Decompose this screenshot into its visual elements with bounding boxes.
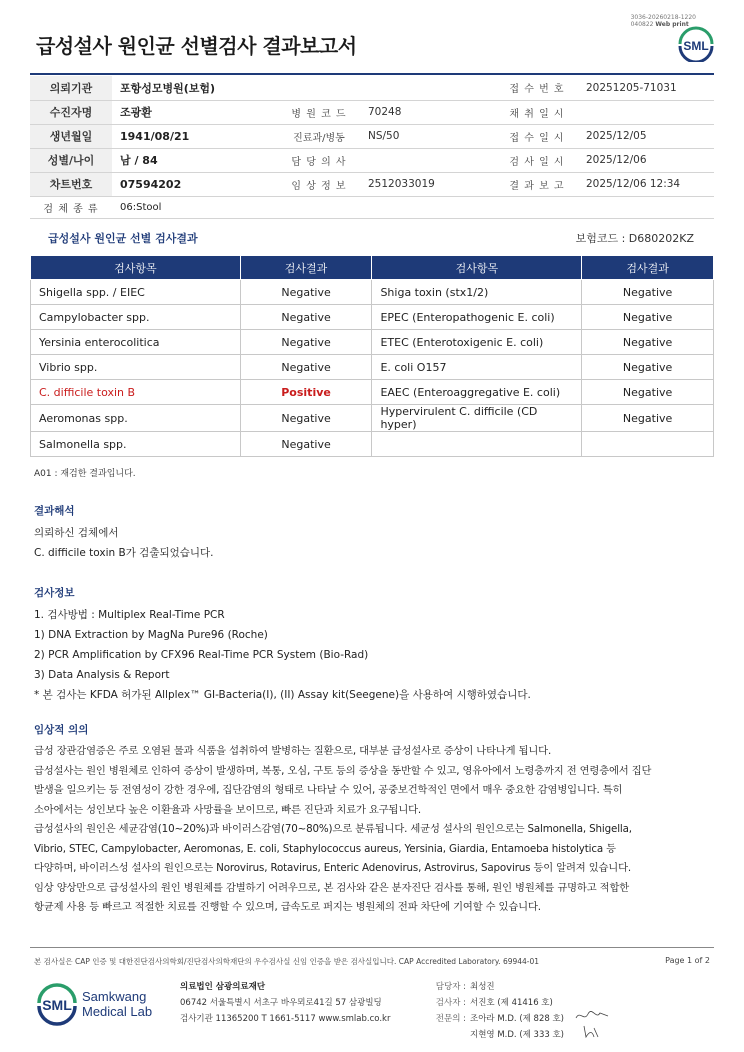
- chart-no-value: 07594202: [112, 172, 278, 196]
- test-item-name: C. difficile toxin B: [31, 380, 241, 405]
- clinical-title: 임상적 의의: [34, 724, 89, 736]
- receipt-no-label: 접 수 번 호: [496, 76, 578, 100]
- code-line-1: 3036-20260218-1220: [630, 14, 696, 21]
- result-row: [31, 330, 714, 355]
- staff-role: 검사자 :: [435, 998, 466, 1008]
- clinical-info-value: 2512033019: [360, 172, 496, 196]
- patient-info-table: [30, 76, 714, 219]
- staff-role: [428, 1027, 466, 1043]
- doctor-label: 담 당 의 사: [278, 148, 360, 172]
- info-row: [30, 124, 714, 148]
- certification-text: 본 검사실은 CAP 인증 및 대한진단검사의학회/진단검사의학재단의 우수검사실 신임 인증을 받은 검사실입니다. CAP Accredited Laboratory. 69944-01: [34, 957, 540, 966]
- result-row: [31, 380, 714, 405]
- dept-value: NS/50: [360, 124, 496, 148]
- footer-divider: [30, 947, 714, 948]
- info-row: [30, 172, 714, 196]
- info-row: [30, 100, 714, 124]
- method-section: [34, 585, 714, 705]
- clinical-line: 항균제 사용 등 빠르고 적절한 치료를 진행할 수 있으며, 급속도로 퍼지는 병원체의 전파 차단에 기여할 수 있습니다.: [34, 901, 541, 913]
- results-header-row: [31, 256, 714, 280]
- signature-2: [580, 1024, 602, 1040]
- test-item-name: Vibrio spp.: [31, 355, 241, 380]
- test-result: Negative: [582, 380, 714, 405]
- test-result: Negative: [240, 280, 372, 305]
- staff-name: 서진호 (제 41416 호): [470, 998, 553, 1008]
- collect-date-label: 채 취 일 시: [496, 100, 578, 124]
- test-date-label: 검 사 일 시: [496, 148, 578, 172]
- staff-row: [428, 995, 564, 1011]
- retest-note: A01 : 재검한 결과입니다.: [34, 469, 136, 479]
- interpretation-line: C. difficile toxin B가 검출되었습니다.: [34, 547, 214, 559]
- test-item-name: Campylobacter spp.: [31, 305, 241, 330]
- doctor-value: [360, 148, 496, 172]
- sex-age-label: 성별/나이: [30, 148, 112, 172]
- samkwang-logo: [36, 982, 156, 1026]
- staff-list: [428, 979, 564, 1043]
- test-result: Negative: [582, 280, 714, 305]
- staff-name: 지현영 M.D. (제 333 호): [470, 1030, 565, 1040]
- test-item-name: Salmonella spp.: [31, 432, 241, 457]
- test-result: Negative: [582, 405, 714, 432]
- method-line: * 본 검사는 KFDA 허가된 Allplex™ GI-Bacteria(I), (II) Assay kit(Seegene)을 사용하여 시행하였습니다.: [34, 689, 531, 701]
- interpretation-section: [34, 503, 714, 563]
- specimen-label: 검 체 종 류: [30, 196, 112, 218]
- test-date-value: 2025/12/06: [578, 148, 714, 172]
- staff-name: 최성진: [470, 982, 495, 992]
- header-divider: [30, 73, 714, 75]
- result-row: [31, 280, 714, 305]
- staff-role: 전문의 :: [435, 1014, 466, 1024]
- collect-date-value: [578, 100, 714, 124]
- samkwang-logo-sml: SML: [42, 997, 72, 1013]
- interpretation-title: 결과해석: [34, 505, 75, 517]
- result-row: [31, 305, 714, 330]
- patient-name-label: 수진자명: [30, 100, 112, 124]
- clinical-line: 급성설사는 원인 병원체로 인하여 증상이 발생하며, 복통, 오심, 구토 등의 증상을 동반할 수 있고, 영유아에서 노령층까지 전 연령층에서 집단: [34, 764, 652, 777]
- method-line: 1) DNA Extraction by MagNa Pure96 (Roche): [34, 629, 268, 641]
- test-item-name: Hypervirulent C. difficile (CD hyper): [372, 405, 582, 432]
- test-item-name: ETEC (Enterotoxigenic E. coli): [372, 330, 582, 355]
- result-row: [31, 432, 714, 457]
- receipt-no-value: 20251205-71031: [578, 76, 714, 100]
- test-item-name: E. coli O157: [372, 355, 582, 380]
- test-result: Negative: [582, 355, 714, 380]
- test-item-name: Aeromonas spp.: [31, 405, 241, 432]
- clinical-line: 다양하며, 바이러스성 설사의 원인으로는 Norovirus, Rotavirus, Enteric Adenovirus, Astrovirus, Sapovirus 등이 알려져 있습니다.: [34, 862, 632, 874]
- report-date-label: 결 과 보 고: [496, 172, 578, 196]
- test-result: Negative: [240, 305, 372, 330]
- receipt-date-value: 2025/12/05: [578, 124, 714, 148]
- clinical-section: [34, 722, 714, 918]
- method-line: 1. 검사방법 : Multiplex Real-Time PCR: [34, 609, 225, 621]
- test-item-name: [372, 432, 582, 457]
- signature-1: [574, 1008, 610, 1024]
- page-number: Page 1 of 2: [665, 956, 710, 965]
- samkwang-logo-name1: Samkwang: [82, 989, 147, 1004]
- results-table: [30, 255, 714, 457]
- test-item-name: Shigella spp. / EIEC: [31, 280, 241, 305]
- results-section-title: 급성설사 원인균 선별 검사결과: [48, 232, 198, 245]
- dob-value: 1941/08/21: [112, 124, 278, 148]
- staff-name: 조아라 M.D. (제 828 호): [470, 1014, 565, 1024]
- test-result: Negative: [240, 405, 372, 432]
- test-result: [582, 432, 714, 457]
- organization-address: 06742 서울특별시 서초구 바우뫼로41길 57 삼광빌딩: [180, 998, 382, 1008]
- method-line: 3) Data Analysis & Report: [34, 669, 170, 681]
- clinical-line: 급성 장관감염증은 주로 오염된 물과 식품을 섭취하여 발병하는 질환으로, 대부분 급성설사로 증상이 나타나게 됩니다.: [34, 745, 552, 757]
- test-item-name: Yersinia enterocolitica: [31, 330, 241, 355]
- samkwang-logo-name2: Medical Lab: [82, 1004, 153, 1019]
- result-row: [31, 405, 714, 432]
- clinical-line: 임상 양상만으로 급성설사의 원인 병원체를 감별하기 어려우므로, 본 검사와 같은 분자진단 검사를 통해, 원인 병원체를 규명하고 적합한: [34, 881, 630, 894]
- hospital-code-label: 병 원 코 드: [278, 100, 360, 124]
- interpretation-line: 의뢰하신 검체에서: [34, 527, 119, 539]
- header-test-item: 검사항목: [31, 256, 241, 280]
- clinical-line: Vibrio, STEC, Campylobacter, Aeromonas, E. coli, Staphylococcus aureus, Yersinia, Giardia, Entamoeba histolytica 등: [34, 842, 616, 855]
- report-title: 급성설사 원인균 선별검사 결과보고서: [36, 34, 357, 58]
- insurance-code: 보험코드 : D680202KZ: [575, 232, 694, 245]
- clinical-line: 소아에서는 성인보다 높은 이환율과 사망률을 보이므로, 빠른 진단과 치료가 요구됩니다.: [34, 803, 422, 816]
- sml-logo-text: SML: [683, 39, 709, 53]
- info-row: [30, 196, 714, 218]
- test-result: Negative: [582, 330, 714, 355]
- header-test-result: 검사결과: [240, 256, 372, 280]
- test-result: Positive: [240, 380, 372, 405]
- test-item-name: Shiga toxin (stx1/2): [372, 280, 582, 305]
- staff-row: [428, 979, 564, 995]
- organization-name: 의료법인 삼광의료재단: [180, 982, 266, 992]
- organization-contact: 검사기관 11365200 T 1661-5117 www.smlab.co.kr: [180, 1014, 391, 1024]
- test-item-name: EAEC (Enteroaggregative E. coli): [372, 380, 582, 405]
- test-item-name: EPEC (Enteropathogenic E. coli): [372, 305, 582, 330]
- hospital-code-value: 70248: [360, 100, 496, 124]
- method-line: 2) PCR Amplification by CFX96 Real-Time PCR System (Bio-Rad): [34, 649, 369, 661]
- staff-role: 담당자 :: [435, 982, 466, 992]
- chart-no-label: 차트번호: [30, 172, 112, 196]
- sex-age-value: 남 / 84: [112, 148, 278, 172]
- test-result: Negative: [240, 432, 372, 457]
- method-title: 검사정보: [34, 587, 75, 599]
- code-line-2: 040822: [630, 21, 654, 28]
- clinical-line: 급성설사의 원인은 세균감염(10~20%)과 바이러스감염(70~80%)으로 분류됩니다. 세균성 설사의 원인으로는 Salmonella, Shigella,: [34, 823, 632, 835]
- result-row: [31, 355, 714, 380]
- dept-label: 진료과/병동: [278, 124, 360, 148]
- receipt-date-label: 접 수 일 시: [496, 124, 578, 148]
- requester-value: 포항성모병원(보험): [112, 76, 496, 100]
- test-result: Negative: [582, 305, 714, 330]
- test-result: Negative: [240, 355, 372, 380]
- test-result: Negative: [240, 330, 372, 355]
- organization-info: [180, 979, 390, 1027]
- clinical-line: 발생을 일으키는 등 전염성이 강한 경우에, 집단감염의 형태로 나타날 수 있어, 공중보건학적인 면에서 매우 중요한 감염병입니다. 특히: [34, 784, 623, 796]
- sml-logo: [676, 24, 716, 62]
- staff-row: [428, 1027, 564, 1043]
- staff-row: [428, 1011, 564, 1027]
- specimen-value: 06:Stool: [112, 196, 714, 218]
- info-row: [30, 148, 714, 172]
- dob-label: 생년월일: [30, 124, 112, 148]
- patient-name-value: 조광환: [112, 100, 278, 124]
- requester-label: 의뢰기관: [30, 76, 112, 100]
- print-mark: Web print: [655, 21, 689, 28]
- info-row: [30, 76, 714, 100]
- clinical-info-label: 임 상 정 보: [278, 172, 360, 196]
- header-test-item: 검사항목: [372, 256, 582, 280]
- header-test-result: 검사결과: [582, 256, 714, 280]
- report-date-value: 2025/12/06 12:34: [578, 172, 714, 196]
